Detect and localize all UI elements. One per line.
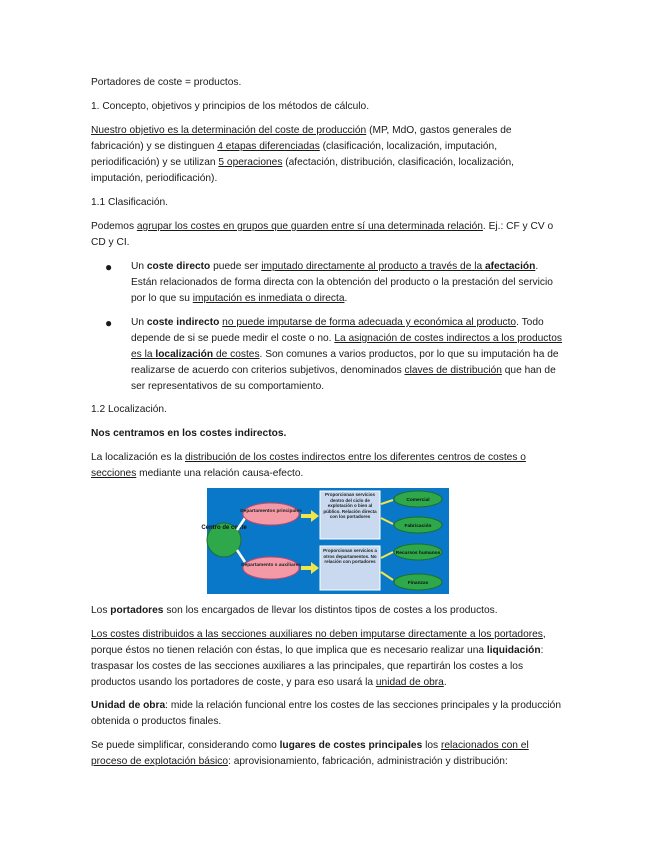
underline-text: distribución de los costes indirectos entre los diferentes centros de costes o secciones — [91, 452, 526, 479]
paragraph-carriers — [91, 603, 565, 619]
section-1-1-title: 1.1 Clasificación. — [91, 197, 169, 208]
main-departments-oval — [243, 503, 299, 525]
arrow-icon — [381, 552, 393, 558]
stages-underline: 4 etapas diferenciadas — [217, 141, 320, 152]
text: Podemos — [91, 221, 137, 232]
text: . Todo depende de si se puede medir el coste o no. — [131, 317, 544, 344]
text: (MP, MdO, gastos generales de fabricación) y se distinguen — [91, 125, 512, 152]
localization-term: localización — [155, 349, 214, 360]
bullet-icon: ● — [105, 260, 113, 274]
text: Un — [131, 261, 147, 272]
paragraph-grouping — [91, 219, 565, 251]
underline-text: La asignación de costes indirectos a los productos es la — [131, 333, 562, 360]
text: . Están relacionados de forma directa con la obtención del producto o la prestación del servicio por lo que su — [131, 261, 553, 304]
affectation-term: afectación — [484, 261, 536, 272]
text: : mide la relación funcional entre los costes de las secciones principales y la producción obtenida o productos finales. — [91, 700, 561, 727]
arrow-icon — [301, 562, 319, 574]
unit-of-work-term: Unidad de obra — [91, 700, 166, 711]
bullet-direct-cost — [105, 259, 565, 307]
text: (clasificación, localización, imputación, periodificación) y se utilizan — [91, 141, 498, 168]
text: (afectación, distribución, clasificación, localización, imputación, periodificación). — [91, 157, 515, 184]
bullet-indirect-cost — [105, 315, 565, 395]
text: son los encargados de llevar los distintos tipos de costes a los productos. — [163, 605, 498, 616]
underline-text: relacionados con el proceso de explotación básico — [91, 740, 529, 767]
underline-text: Los costes distribuidos a las secciones auxiliares no deben imputarse directamente a los portadores — [91, 629, 543, 640]
manufacturing-label: Fabricación — [404, 524, 432, 529]
human-resources-label: Recursos humanos — [395, 551, 441, 556]
section-1-title: 1. Concepto, objetivos y principios de los métodos de cálculo. — [91, 101, 370, 112]
underline-text: imputación es inmediata o directa — [192, 293, 345, 304]
text: los — [422, 740, 441, 751]
cost-center-diagram — [201, 488, 449, 594]
text: . Son comunes a varios productos, por lo que su imputación ha de realizarse de acuerdo con criterios subjetivos, denominados — [131, 349, 559, 376]
main-departments-description: Proporcionan servicios dentro del ciclo de explotación o bien al público. Relación directa con los portadores — [323, 492, 377, 519]
paragraph-localization — [91, 450, 565, 482]
underline-text: imputado directamente al producto a través de la — [261, 261, 485, 272]
text: : aprovisionamiento, fabricación, administración y distribución: — [228, 756, 508, 767]
text: puede ser — [210, 261, 262, 272]
paragraph-simplify — [91, 738, 565, 770]
underline-text: no puede imputarse de forma adecuada y económica al producto — [222, 317, 517, 328]
carriers-term: portadores — [110, 605, 164, 616]
liquidation-term: liquidación — [486, 645, 541, 656]
text: La localización es la — [91, 452, 186, 463]
center-label: Centro de coste — [201, 525, 247, 531]
paragraph-unit-of-work — [91, 698, 565, 730]
arrow-icon — [301, 510, 319, 522]
text: mediante una relación causa-efecto. — [136, 468, 304, 479]
arrow-icon — [381, 518, 393, 524]
main-departments-label: Departamentos principales — [240, 509, 302, 514]
text: que han de ser representativos de su comportamiento. — [131, 365, 556, 392]
operations-underline: 5 operaciones — [218, 157, 283, 168]
indirect-cost-term: coste indirecto — [146, 317, 220, 328]
text: . — [443, 677, 447, 688]
finance-label: Finanzas — [407, 581, 429, 586]
text: : traspasar los costes de las secciones auxiliares a las principales, que repartirán los costes a los productos usando los portadores de coste, y para eso usará la — [91, 645, 544, 688]
text: Un — [131, 317, 147, 328]
arrow-icon — [237, 550, 245, 562]
paragraph-auxiliary — [91, 627, 565, 691]
main-cost-places-term: lugares de costes principales — [279, 740, 423, 751]
text: , porque éstos no tienen relación con éstas, lo que implica que es necesario realizar una — [91, 629, 546, 656]
arrow-icon — [381, 572, 393, 580]
underline-text: unidad de obra — [375, 677, 444, 688]
text: . — [344, 293, 348, 304]
text: . Ej.: CF y CV o CD y CI. — [91, 221, 554, 248]
heading: Portadores de coste = productos. — [91, 77, 242, 88]
underline-text: de costes — [213, 349, 260, 360]
text: Los — [91, 605, 111, 616]
direct-cost-term: coste directo — [146, 261, 211, 272]
auxiliary-departments-oval — [243, 557, 299, 579]
text: Se puede simplificar, considerando como — [91, 740, 280, 751]
bullet-icon: ● — [105, 316, 113, 330]
auxiliary-departments-label: Departamento s auxiliares — [241, 563, 301, 568]
objective-underline: Nuestro objetivo es la determinación del coste de producción — [91, 125, 367, 136]
paragraph-objective — [91, 123, 565, 187]
underline-text: claves de distribución — [404, 365, 502, 376]
grouping-underline: agrupar los costes en grupos que guarden entre sí una determinada relación — [136, 221, 483, 232]
section-1-2-title: 1.2 Localización. — [91, 404, 167, 415]
commercial-label: Comercial — [406, 498, 430, 503]
arrow-icon — [381, 500, 393, 504]
focus-statement: Nos centramos en los costes indirectos. — [91, 428, 287, 439]
auxiliary-departments-description: Proporcionan servicios a otros departamentos. No relación con portadores — [323, 548, 377, 564]
